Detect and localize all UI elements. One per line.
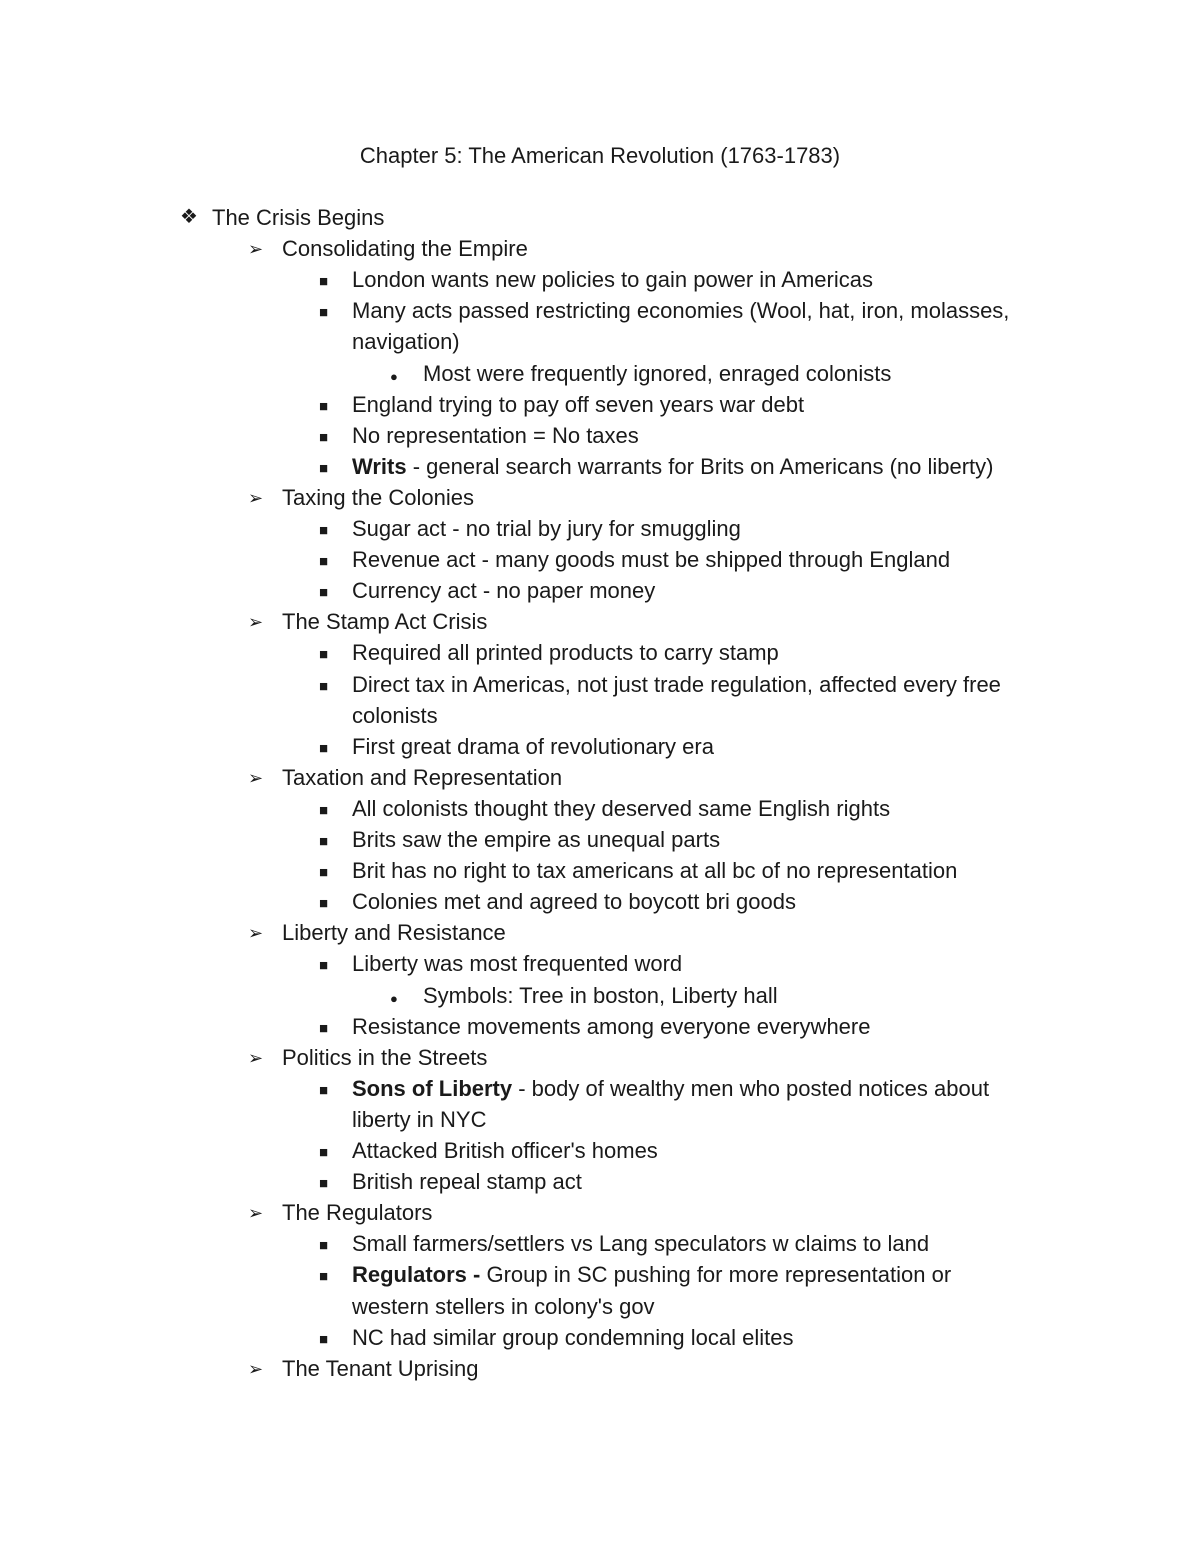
dot-bullet-icon: ●: [390, 368, 398, 384]
item-text: British repeal stamp act: [352, 1169, 582, 1195]
list-item: [319, 948, 683, 979]
item-text: Direct tax in Americas, not just trade regulation, affected every free: [352, 671, 1001, 697]
list-item-continuation: [352, 1104, 486, 1135]
key-term: Sons of Liberty: [352, 1075, 513, 1101]
list-item: [319, 544, 951, 575]
square-bullet-icon: ■: [319, 864, 329, 882]
topic-heading: [248, 606, 488, 637]
topic-heading-text: Taxation and Representation: [282, 764, 563, 790]
topic-heading: [248, 1042, 488, 1073]
square-bullet-icon: ■: [319, 895, 329, 913]
topic-heading: [248, 762, 563, 793]
item-text: Currency act - no paper money: [352, 578, 656, 604]
square-bullet-icon: ■: [319, 1175, 329, 1193]
item-text: No representation = No taxes: [352, 422, 639, 448]
item-text: Group in SC pushing for more representation or: [480, 1262, 952, 1288]
square-bullet-icon: ■: [319, 1237, 329, 1255]
sub-list-item: [390, 980, 778, 1011]
square-bullet-icon: ■: [319, 304, 329, 322]
section-heading: [180, 202, 385, 233]
item-text: Revenue act - many goods must be shipped through England: [352, 547, 951, 573]
topic-heading-text: Consolidating the Empire: [282, 236, 528, 262]
item-text: Colonies met and agreed to boycott bri goods: [352, 889, 796, 915]
square-bullet-icon: ■: [319, 833, 329, 850]
square-bullet-icon: ■: [319, 646, 329, 664]
topic-heading-text: Taxing the Colonies: [282, 484, 475, 510]
topic-heading-text: Liberty and Resistance: [282, 920, 506, 946]
square-bullet-icon: ■: [319, 522, 329, 539]
key-term: Writs: [352, 453, 407, 479]
list-item-continuation: [352, 700, 438, 731]
square-bullet-icon: ■: [319, 397, 329, 415]
document-title: Chapter 5: The American Revolution (1763-1783): [359, 143, 841, 168]
item-text: Attacked British officer's homes: [352, 1138, 658, 1163]
topic-heading: [248, 233, 528, 264]
sub-item-text: Symbols: Tree in boston, Liberty hall: [423, 982, 778, 1008]
list-item: [319, 824, 721, 855]
list-item: [319, 575, 656, 606]
list-item: [319, 420, 639, 451]
arrow-bullet-icon: ➢: [248, 767, 264, 788]
diamond-bullet-icon: ❖: [180, 206, 198, 228]
square-bullet-icon: ■: [319, 1268, 329, 1286]
item-text: - general search warrants for Brits on Americans (no liberty): [406, 453, 994, 479]
list-item: [319, 1135, 658, 1166]
arrow-bullet-icon: ➢: [248, 487, 264, 508]
square-bullet-icon: ■: [319, 459, 329, 477]
section-heading-text: The Crisis Begins: [212, 205, 385, 230]
topic-heading: [248, 1197, 433, 1228]
arrow-bullet-icon: ➢: [248, 1047, 264, 1068]
item-text: London wants new policies to gain power in Americas: [352, 267, 873, 293]
square-bullet-icon: ■: [319, 1081, 329, 1099]
square-bullet-icon: ■: [319, 801, 329, 819]
square-bullet-icon: ■: [319, 584, 329, 602]
topic-heading: [248, 917, 506, 948]
square-bullet-icon: ■: [319, 1330, 329, 1348]
sub-item-text: Most were frequently ignored, enraged colonists: [423, 360, 892, 386]
list-item: [319, 1073, 990, 1104]
list-item: [319, 731, 714, 762]
square-bullet-icon: ■: [319, 1144, 329, 1161]
item-text: First great drama of revolutionary era: [352, 733, 714, 759]
topic-heading-text: The Tenant Uprising: [282, 1355, 479, 1381]
item-text: All colonists thought they deserved same English rights: [352, 795, 891, 821]
list-item: [319, 637, 779, 668]
list-item-continuation: [352, 1291, 655, 1322]
item-text: Brit has no right to tax americans at all bc of no representation: [352, 858, 958, 884]
square-bullet-icon: ■: [319, 553, 329, 571]
item-text: Liberty was most frequented word: [352, 951, 683, 977]
arrow-bullet-icon: ➢: [248, 1203, 264, 1224]
topic-heading: [248, 1353, 479, 1384]
item-text: Many acts passed restricting economies (Wool, hat, iron, molasses,: [352, 298, 1010, 324]
square-bullet-icon: ■: [319, 957, 329, 975]
arrow-bullet-icon: ➢: [248, 612, 264, 633]
topic-heading-text: The Regulators: [282, 1200, 433, 1226]
topic-heading: [248, 482, 475, 513]
list-item: [319, 886, 796, 917]
list-item: [319, 1011, 871, 1042]
item-text: colonists: [352, 702, 438, 728]
item-text: Brits saw the empire as unequal parts: [352, 827, 721, 852]
list-item: [319, 1228, 930, 1259]
list-item: [319, 295, 1010, 326]
list-item: [319, 389, 805, 420]
list-item: [319, 1322, 794, 1353]
item-text: - body of wealthy men who posted notices about: [512, 1075, 990, 1101]
sub-list-item: [390, 358, 892, 389]
list-item: [319, 1166, 582, 1197]
list-item: [319, 513, 741, 544]
arrow-bullet-icon: ➢: [248, 1358, 264, 1379]
key-term: Regulators -: [352, 1262, 481, 1288]
item-text: Required all printed products to carry stamp: [352, 640, 779, 666]
item-text: navigation): [352, 329, 460, 355]
item-text: NC had similar group condemning local elites: [352, 1324, 794, 1350]
dot-bullet-icon: ●: [390, 990, 398, 1006]
square-bullet-icon: ■: [319, 677, 329, 695]
list-item: [319, 264, 873, 295]
list-item: [319, 1259, 952, 1290]
item-text: Sugar act - no trial by jury for smuggling: [352, 516, 741, 541]
item-text: liberty in NYC: [352, 1106, 487, 1132]
square-bullet-icon: ■: [319, 428, 329, 446]
list-item: [319, 793, 891, 824]
item-text: Resistance movements among everyone everywhere: [352, 1013, 871, 1039]
item-text: western stellers in colony's gov: [352, 1293, 655, 1319]
list-item: [319, 669, 1001, 700]
list-item-continuation: [352, 326, 460, 357]
topic-heading-text: The Stamp Act Crisis: [282, 609, 488, 635]
square-bullet-icon: ■: [319, 739, 329, 757]
arrow-bullet-icon: ➢: [248, 239, 264, 260]
square-bullet-icon: ■: [319, 273, 329, 291]
list-item: [319, 855, 958, 886]
item-text: England trying to pay off seven years war debt: [352, 391, 805, 417]
list-item: [319, 451, 994, 482]
square-bullet-icon: ■: [319, 1019, 329, 1037]
arrow-bullet-icon: ➢: [248, 923, 264, 944]
item-text: Small farmers/settlers vs Lang speculators w claims to land: [352, 1231, 930, 1257]
topic-heading-text: Politics in the Streets: [282, 1044, 488, 1070]
